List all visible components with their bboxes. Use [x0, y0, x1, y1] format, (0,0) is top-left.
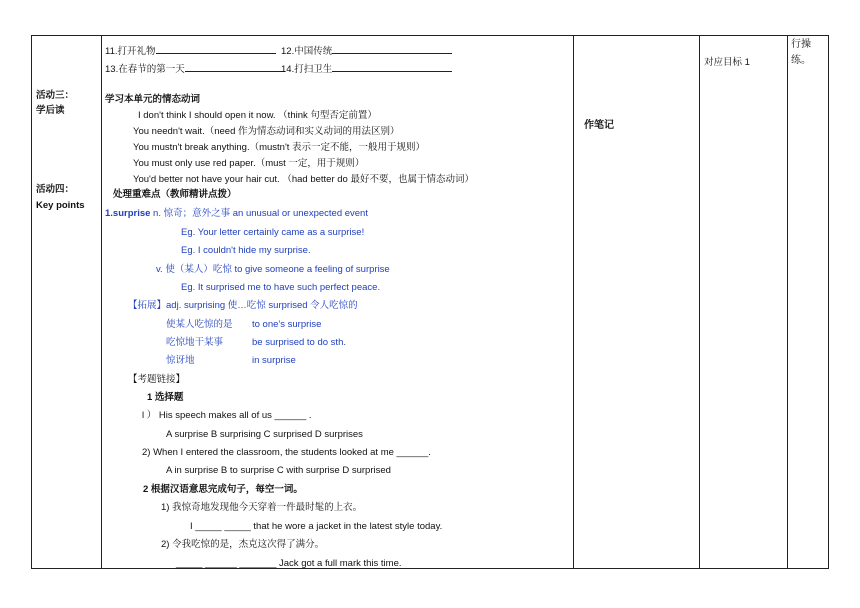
extension-en: to one's surprise [252, 319, 322, 330]
question-1: l ） His speech makes all of us ______ . [142, 410, 312, 421]
item-11: 11.打开礼物 [105, 44, 276, 58]
column-divider [787, 36, 788, 568]
extension-cn: 吃惊地干某事 [166, 337, 224, 348]
keypoints-heading: 处理重难点（教师精讲点拨） [113, 189, 237, 200]
question-1-options: A surprise B surprising C surprised D surprises [166, 429, 363, 440]
modal-line: You'd better not have your hair cut. （had better do 最好不要，也属于情态动词） [133, 174, 474, 185]
surprise-noun-line: 1.surprise n. 惊奇；意外之事 an unusual or unexpected event [105, 208, 368, 219]
sentence-1-cn: 1) 我惊奇地发现他今天穿着一件最时髦的上衣。 [161, 502, 363, 513]
activity4-sublabel: Key points [36, 200, 85, 211]
notes-label: 作笔记 [584, 120, 614, 131]
exam-part1: 1 选择题 [147, 392, 184, 403]
activity4-label: 活动四： [36, 184, 75, 195]
exam-part2: 2 根据汉语意思完成句子，每空一词。 [143, 484, 303, 495]
sentence-1-en: I _____ _____ that he wore a jacket in the latest style today. [190, 521, 443, 532]
activity3-sublabel: 学后读 [36, 105, 65, 116]
modal-line: I don't think I should open it now. （think 句型否定前置） [138, 110, 377, 121]
sentence-2-en: _____ ______ _______ Jack got a full mark this time. [176, 558, 402, 569]
modal-line: You mustn't break anything.（mustn't 表示一定不能，一般用于规则） [133, 142, 426, 153]
surprise-verb-line: v. 使（某人）吃惊 to give someone a feeling of surprise [156, 264, 390, 275]
column-divider [573, 36, 574, 568]
item-14: 14.打扫卫生 [281, 62, 452, 76]
question-2: 2) When I entered the classroom, the students looked at me ______. [142, 447, 431, 458]
question-2-options: A in surprise B to surprise C with surprise D surprised [166, 465, 391, 476]
column-divider [101, 36, 102, 568]
practice-label-2: 练。 [791, 55, 811, 66]
extension-en: in surprise [252, 355, 296, 366]
example-sentence: Eg. Your letter certainly came as a surprise! [181, 227, 365, 238]
practice-label-1: 行操 [791, 39, 811, 50]
exam-heading: 【考题链接】 [128, 374, 186, 385]
modal-line: You needn't wait.（need 作为情态动词和实义动词的用法区别） [133, 126, 400, 137]
extension-cn: 使某人吃惊的是 [166, 319, 233, 330]
modal-heading: 学习本单元的情态动词 [105, 94, 201, 105]
item-13: 13.在春节的第一天 [105, 62, 285, 76]
target-label: 对应目标 1 [704, 57, 750, 68]
column-divider [699, 36, 700, 568]
sentence-2-cn: 2) 令我吃惊的是，杰克这次得了满分。 [161, 539, 325, 550]
example-sentence: Eg. I couldn't hide my surprise. [181, 245, 311, 256]
item-12: 12.中国传统 [281, 44, 452, 58]
extension-en: be surprised to do sth. [252, 337, 346, 348]
extension-line: 【拓展】adj. surprising 使…吃惊 surprised 令人吃惊的 [128, 300, 358, 311]
modal-line: You must only use red paper.（must 一定，用于规则） [133, 158, 365, 169]
activity3-label: 活动三： [36, 90, 75, 101]
example-sentence: Eg. It surprised me to have such perfect peace. [181, 282, 381, 293]
extension-cn: 惊讶地 [166, 355, 195, 366]
